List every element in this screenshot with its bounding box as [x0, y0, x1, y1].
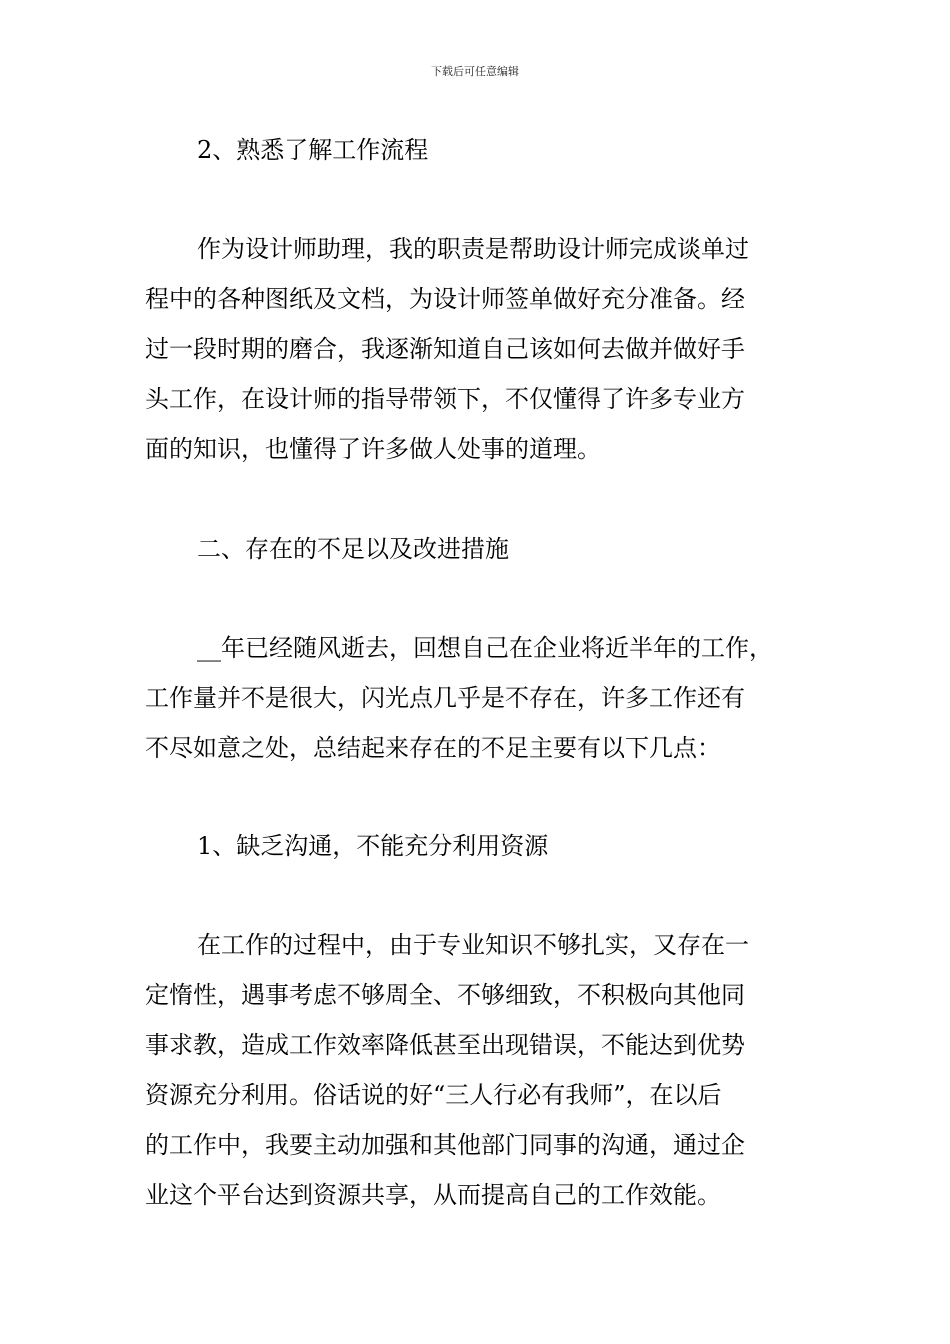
- paragraph-line: 不尽如意之处，总结起来存在的不足主要有以下几点：: [145, 734, 721, 762]
- section-heading-communication: 1、缺乏沟通，不能充分利用资源: [197, 832, 549, 860]
- paragraph-line: 定惰性，遇事考虑不够周全、不够细致，不积极向其他同: [145, 981, 745, 1009]
- paragraph-line: 过一段时期的磨合，我逐渐知道自己该如何去做并做好手: [145, 335, 745, 363]
- paragraph-line: 业这个平台达到资源共享，从而提高自己的工作效能。: [145, 1181, 721, 1209]
- paragraph-line: 作为设计师助理，我的职责是帮助设计师完成谈单过: [197, 235, 749, 263]
- paragraph-line: 事求教，造成工作效率降低甚至出现错误，不能达到优势: [145, 1031, 745, 1059]
- section-heading-workflow: 2、熟悉了解工作流程: [197, 136, 429, 164]
- paragraph-line: 在工作的过程中，由于专业知识不够扎实，又存在一: [197, 931, 749, 959]
- paragraph-line: 程中的各种图纸及文档，为设计师签单做好充分准备。经: [145, 285, 745, 313]
- paragraph-line: 工作量并不是很大，闪光点几乎是不存在，许多工作还有: [145, 684, 745, 712]
- paragraph-line: 资源充分利用。俗话说的好“三人行必有我师”，在以后: [145, 1081, 722, 1109]
- paragraph-line: 头工作，在设计师的指导带领下，不仅懂得了许多专业方: [145, 385, 745, 413]
- paragraph-line: 面的知识，也懂得了许多做人处事的道理。: [145, 435, 601, 463]
- header-note: 下载后可任意编辑: [431, 65, 519, 78]
- paragraph-line: __年已经随风逝去，回想自己在企业将近半年的工作，: [197, 634, 773, 662]
- section-heading-shortcomings: 二、存在的不足以及改进措施: [197, 535, 509, 563]
- paragraph-line: 的工作中，我要主动加强和其他部门同事的沟通，通过企: [145, 1131, 745, 1159]
